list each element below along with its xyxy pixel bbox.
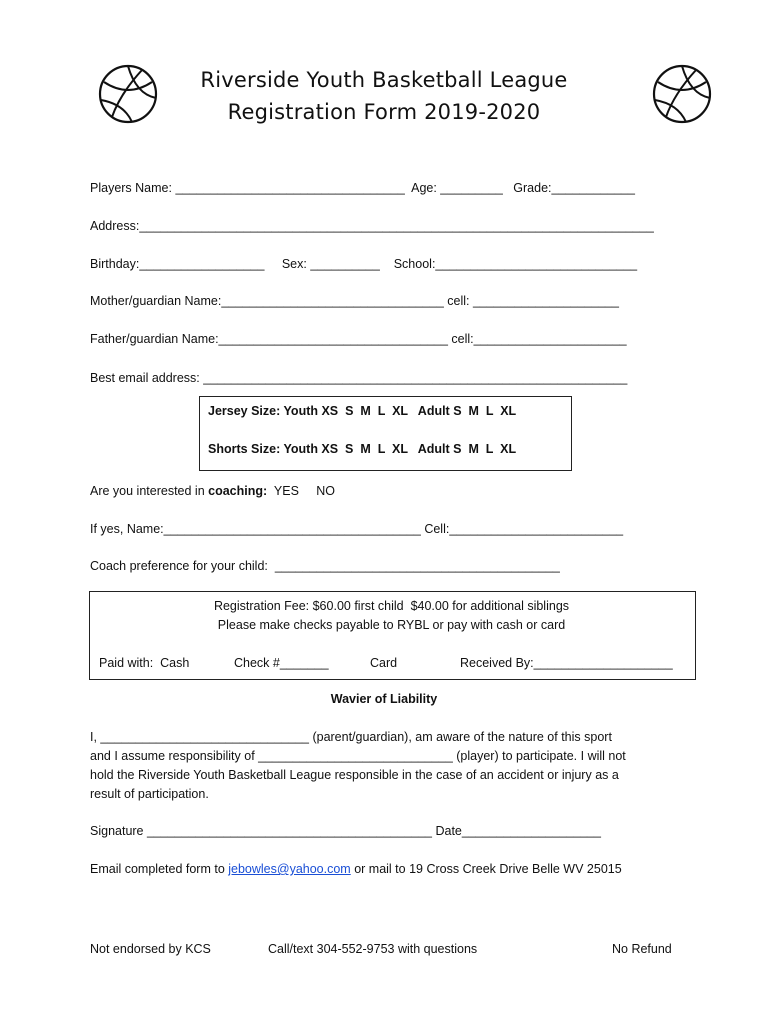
email-field[interactable]: Best email address: _____________________________________________________________ bbox=[90, 371, 628, 385]
signature-date-field[interactable]: Signature _________________________________________ Date____________________ bbox=[90, 824, 601, 838]
waiver-line-3: hold the Riverside Youth Basketball League responsible in the case of an accident or injury as a bbox=[90, 768, 619, 782]
coach-name-cell-field[interactable]: If yes, Name:_____________________________________ Cell:_________________________ bbox=[90, 522, 624, 536]
address-field[interactable]: Address:__________________________________________________________________________ bbox=[90, 219, 654, 233]
footer-contact: Call/text 304-552-9753 with questions bbox=[268, 942, 478, 956]
paid-with-cash[interactable]: Paid with: Cash bbox=[99, 656, 190, 670]
submission-instructions: Email completed form to jebowles@yahoo.com or mail to 19 Cross Creek Drive Belle WV 25015 bbox=[90, 862, 622, 876]
waiver-line-4: result of participation. bbox=[90, 787, 209, 801]
footer-no-refund: No Refund bbox=[612, 942, 672, 956]
registration-fee-text: Registration Fee: $60.00 first child $40.00 for additional siblings bbox=[213, 599, 570, 613]
waiver-line-2[interactable]: and I assume responsibility of ____________________________ (player) to participate. I will not bbox=[90, 749, 626, 763]
father-guardian-field[interactable]: Father/guardian Name:_________________________________ cell:______________________ bbox=[90, 332, 627, 346]
form-subtitle: Registration Form 2019-2020 bbox=[227, 100, 541, 124]
birthday-sex-school-field[interactable]: Birthday:__________________ Sex: __________ School:_____________________________ bbox=[90, 257, 638, 271]
received-by-field[interactable]: Received By:____________________ bbox=[460, 656, 673, 670]
jersey-size-options[interactable]: Jersey Size: Youth XS S M L XL Adult S M L XL bbox=[208, 404, 517, 418]
paid-with-card[interactable]: Card bbox=[370, 656, 398, 670]
players-name-field[interactable]: Players Name: _________________________________ Age: _________ Grade:____________ bbox=[90, 181, 635, 195]
coaching-question[interactable]: Are you interested in coaching: YES NO bbox=[90, 484, 336, 498]
coaching-yes-no[interactable]: YES NO bbox=[267, 484, 336, 498]
coach-preference-field[interactable]: Coach preference for your child: _________________________________________ bbox=[90, 559, 560, 573]
email-link[interactable]: jebowles@yahoo.com bbox=[228, 862, 351, 876]
footer-disclaimer: Not endorsed by KCS bbox=[90, 942, 211, 956]
shorts-size-options[interactable]: Shorts Size: Youth XS S M L XL Adult S M L XL bbox=[208, 442, 517, 456]
waiver-line-1[interactable]: I, ______________________________ (parent/guardian), am aware of the nature of this sport bbox=[90, 730, 612, 744]
payment-instructions-text: Please make checks payable to RYBL or pay with cash or card bbox=[217, 618, 566, 632]
mother-guardian-field[interactable]: Mother/guardian Name:________________________________ cell: _____________________ bbox=[90, 294, 619, 308]
check-number-field[interactable]: Check #_______ bbox=[234, 656, 329, 670]
form-title: Riverside Youth Basketball League bbox=[200, 68, 568, 92]
waiver-title: Wavier of Liability bbox=[330, 692, 438, 706]
